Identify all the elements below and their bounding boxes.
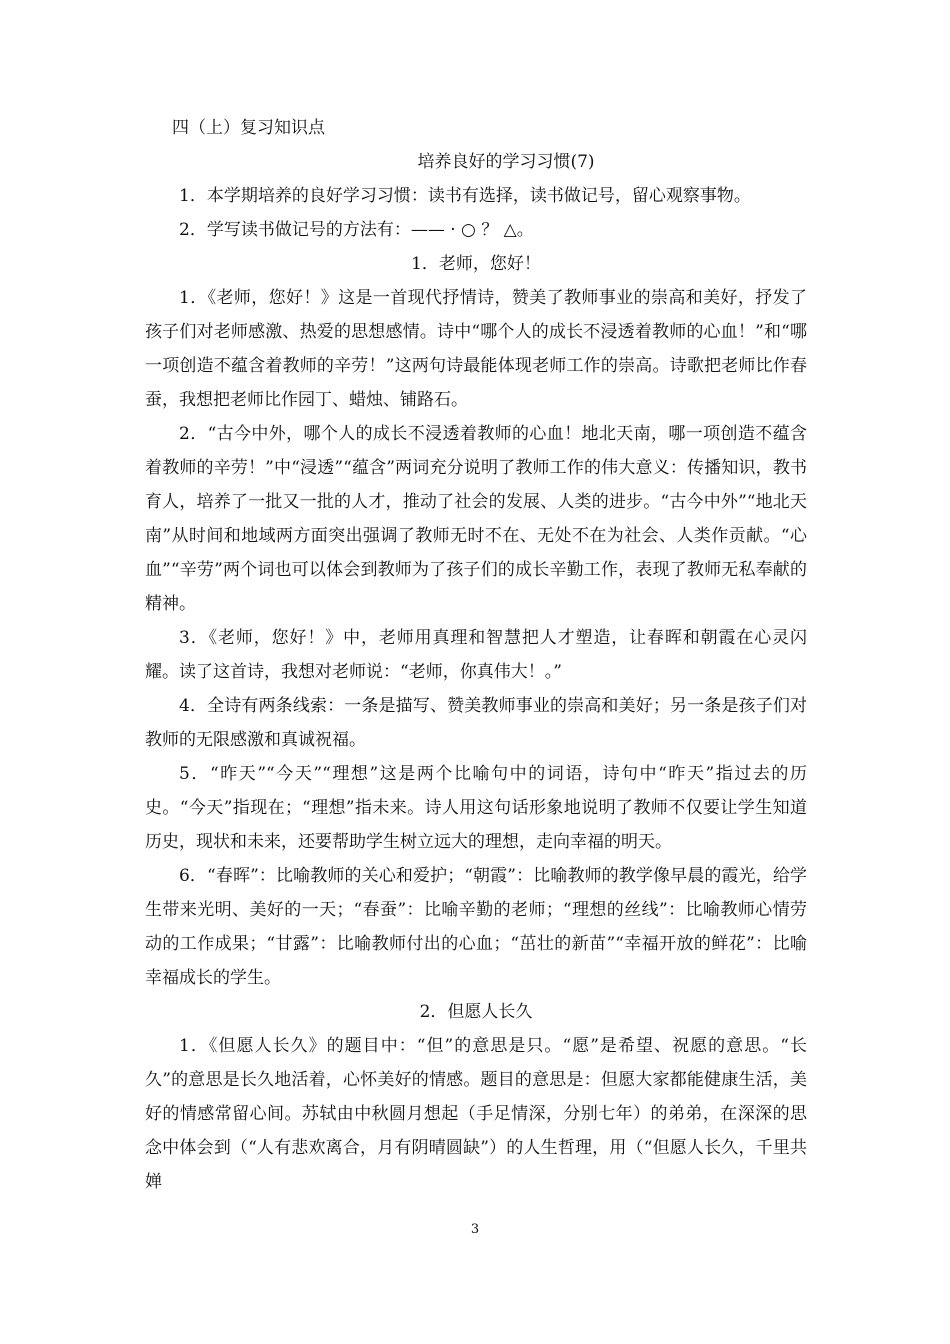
paragraph: 5．“昨天”“今天”“理想”这是两个比喻句中的词语，诗句中“昨天”指过去的历史。“今天”指现在；“理想”指未来。诗人用这句话形象地说明了教师不仅要让学生知道历史，现状和未来，还要帮助学生树立远大的理想，走向幸福的明天。 [145,764,807,852]
document-body [145,145,807,1199]
paragraph: 3．《老师，您好！》中，老师用真理和智慧把人才塑造，让春晖和朝霞在心灵闪耀。读了这首诗，我想对老师说：“老师，你真伟大！。” [145,628,807,682]
section-title: 2．但愿人长久 [419,1002,533,1022]
paragraph: 6．“春晖”：比喻教师的关心和爱护；“朝霞”：比喻教师的教学像早晨的霞光，给学生带来光明、美好的一天；“春蚕”：比喻辛勤的老师；“理想的丝线”：比喻教师心情劳动的工作成果；“甘露”：比喻教师付出的心血；“茁壮的新苗”“幸福开放的鲜花”：比喻幸福成长的学生。 [145,866,807,988]
page-number: 3 [470,1222,480,1237]
paragraph: 2．学写读书做记号的方法有：—— · ○ ？ △。 [179,220,534,240]
paragraph: 2．“古今中外，哪个人的成长不浸透着教师的心血！地北天南，哪一项创造不蕴含着教师的辛劳！”中“浸透”“蕴含”两词充分说明了教师工作的伟大意义：传播知识，教书育人，培养了一批又一批的人才，推动了社会的发展、人类的进步。“古今中外”“地北天南”从时间和地域两方面突出强调了教师无时不在、无处不在为社会、人类作贡献。“心血”“辛劳”两个词也可以体会到教师为了孩子们的成长辛勤工作，表现了教师无私奉献的精神。 [145,424,807,614]
paragraph: 4．全诗有两条线索：一条是描写、赞美教师事业的崇高和美好；另一条是孩子们对教师的无限感激和真诚祝福。 [145,696,807,750]
section-title: 1．老师，您好！ [411,254,541,274]
paragraph: 1．《老师，您好！》这是一首现代抒情诗，赞美了教师事业的崇高和美好，抒发了孩子们对老师感激、热爱的思想感情。诗中“哪个人的成长不浸透着教师的心血！”和“哪一项创造不蕴含着教师的辛劳！”这两句诗最能体现老师工作的崇高。诗歌把老师比作春蚕，我想把老师比作园丁、蜡烛、铺路石。 [145,288,807,410]
section-title: 培养良好的学习习惯(7) [417,152,595,172]
document-header: 四（上）复习知识点 [172,118,325,138]
paragraph: 1．本学期培养的良好学习习惯：读书有选择，读书做记号，留心观察事物。 [179,186,751,206]
paragraph: 1．《但愿人长久》的题目中：“但”的意思是只。“愿”是希望、祝愿的意思。“长久”的意思是长久地活着，心怀美好的情感。题目的意思是：但愿大家都能健康生活，美好的情感常留心间。苏轼由中秋圆月想起（手足情深，分别七年）的弟弟，在深深的思念中体会到（“人有悲欢离合，月有阴晴圆缺”）的人生哲理，用（“但愿人长久，千里共婵 [145,1036,807,1192]
